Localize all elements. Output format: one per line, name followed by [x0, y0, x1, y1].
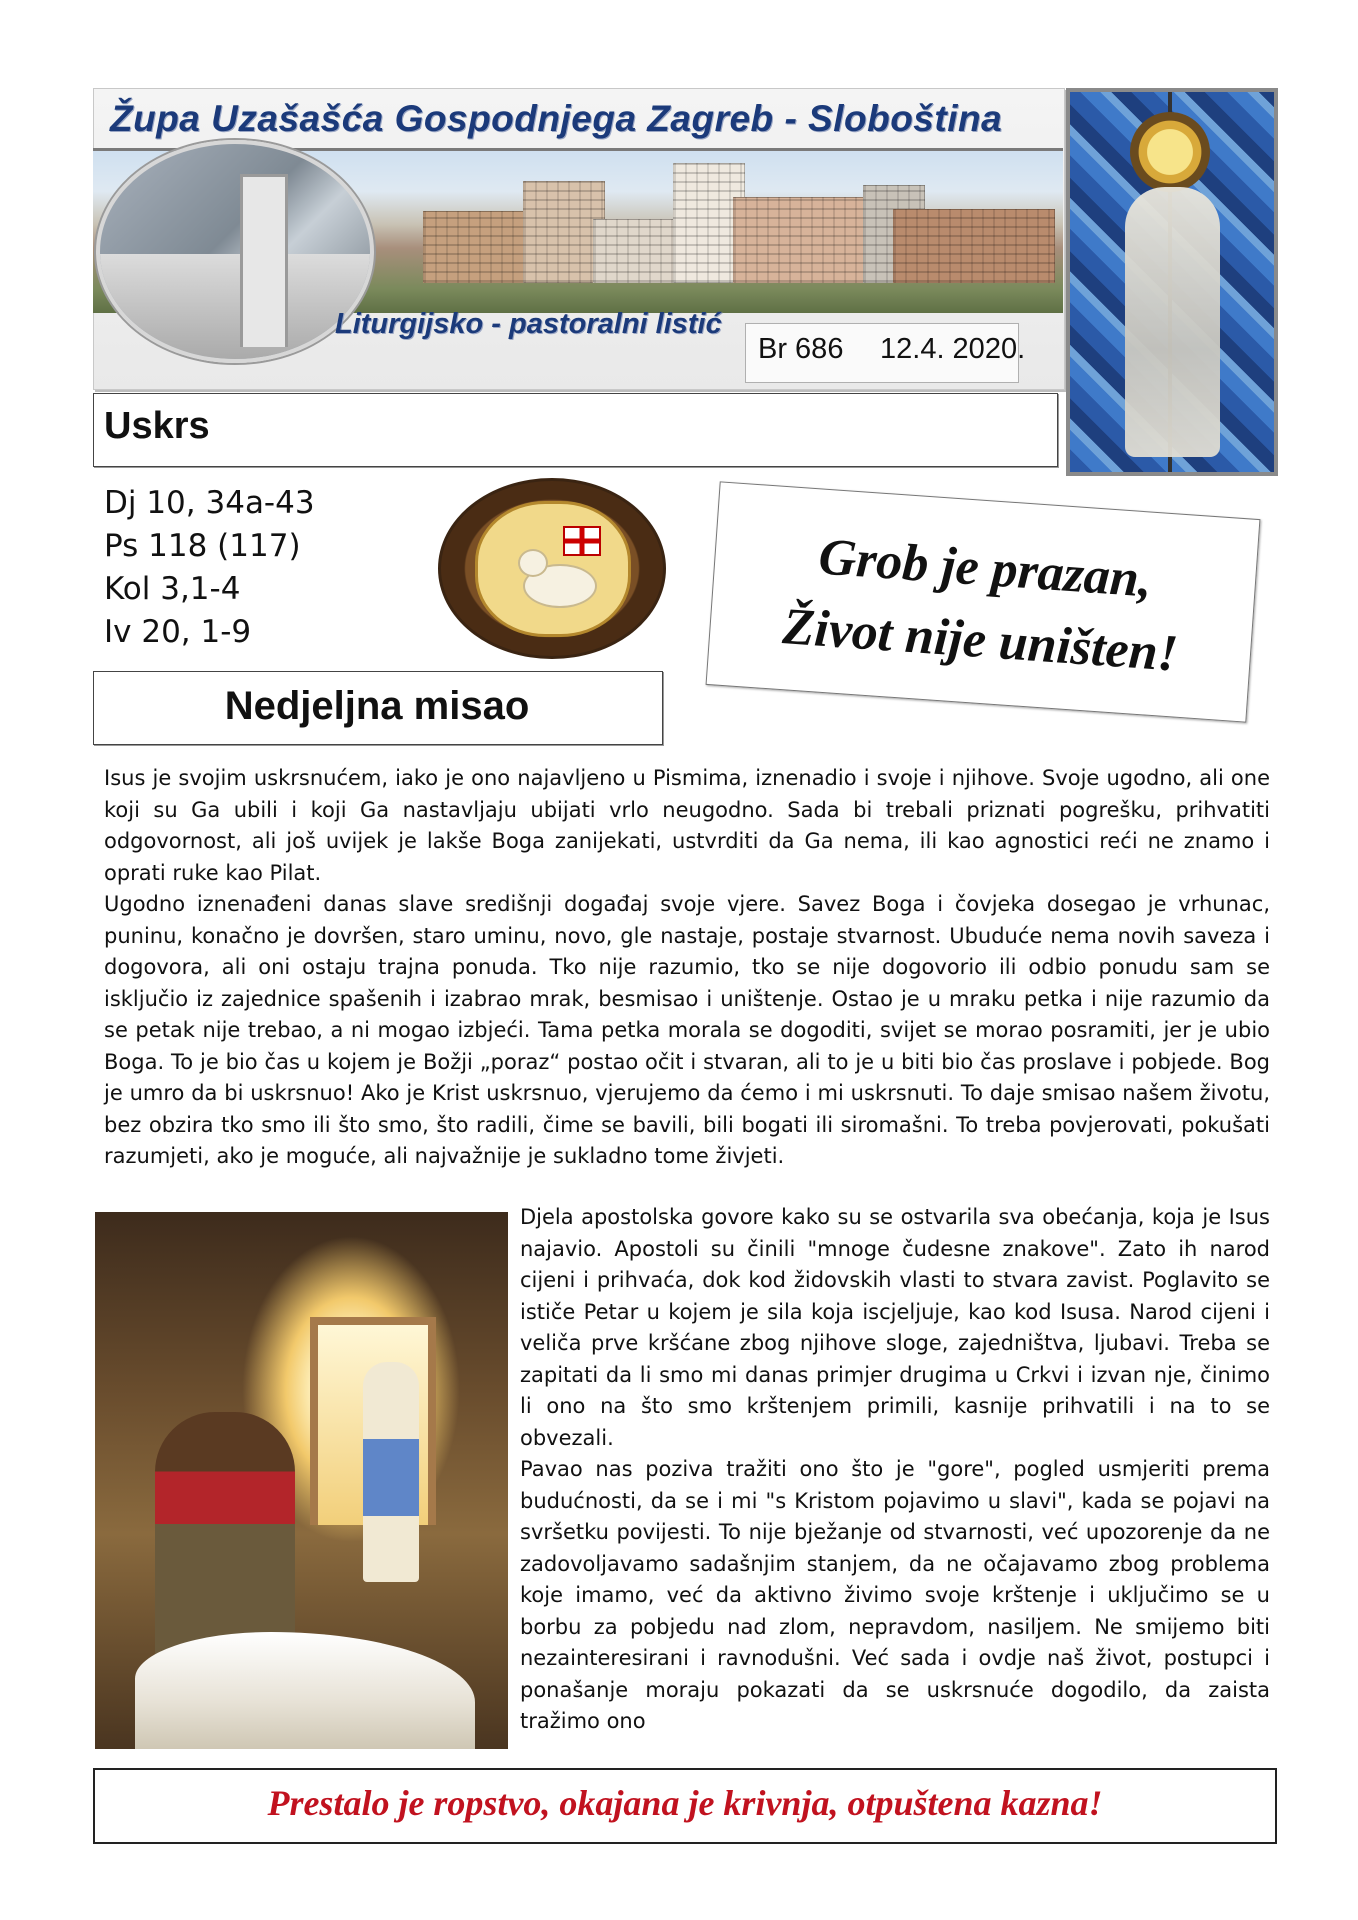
- church-photo: [96, 140, 374, 363]
- burial-linen: [135, 1632, 475, 1749]
- reading-psalm: Ps 118 (117): [104, 528, 301, 564]
- reading-gospel: Iv 20, 1-9: [104, 614, 252, 650]
- feast-title: Uskrs: [104, 405, 210, 447]
- empty-tomb-painting: [95, 1212, 508, 1749]
- risen-christ-figure: [1125, 187, 1220, 457]
- article-body-right: [520, 1202, 1270, 1738]
- reading-first: Dj 10, 34a-43: [104, 485, 315, 521]
- paragraph: Ugodno iznenađeni danas slave središnji događaj svoje vjere. Savez Boga i čovjeka dosegao je vrhunac, puninu, konačno je dovršen, staro uminu, novo, gle nastaje, postaje stvarnost. Ubuduće nema novih saveza i dogovora, ali oni ostaju trajna ponuda. Tko nije razumio, tko se nije dogovorio ili odbio ponudu sam se isključio iz zajednice spašenih i izabrao mrak, besmisao i uništenje. Ostao je u mraku petka i nije razumio da se petak nije trebao, a ni mogao izbjeći. Tama petka morala se dogoditi, svijet se morao posramiti, jer je ubio Boga. To je bio čas u kojem je Božji „poraz“ postao očit i stvaran, ali to je u biti bio čas proslave i pobjede. Bog je umro da bi uskrsnuo! Ako je Krist uskrsnuo, vjerujemo da ćemo i mi uskrsnuti. To daje smisao našem životu, bez obzira tko smo ili što smo, što radili, čime se bavili, bili bogati ili siromašni. To treba povjerovati, pokušati razumjeti, ako je moguće, ali najvažnije je sukladno tome živjeti.: [104, 892, 1270, 1168]
- leaflet-subtitle: Liturgijsko - pastoralni listić: [335, 308, 722, 340]
- article-body-top: [104, 763, 1270, 1173]
- slogan-line-1: Grob je prazan,: [816, 528, 1154, 609]
- angel-figure: [363, 1362, 419, 1582]
- paragraph: Pavao nas poziva tražiti ono što je "gore", pogled usmjeriti prema budućnosti, da se i mi "s Kristom pojavimo u slavi", kada se pojavi na svršetku povijesti. To nije bježanje od stvarnosti, već upozorenje da ne zadovoljavamo sadašnjim stanjem, da ne očajavamo zbog problema koje imamo, već da aktivno živimo svoje krštenje i uključimo se u borbu za pobjedu nad zlom, nepravdom, nasiljem. Ne smijemo biti nezainteresirani i ravnodušni. Već sada i ovdje naš život, postupci i ponašanje moraju pokazati da se uskrsnuće dogodilo, da zaista tražimo ono: [520, 1457, 1270, 1733]
- motto-text: Prestalo je ropstvo, okajana je krivnja, otpuštena kazna!: [267, 1783, 1103, 1823]
- banner-cross-icon: [563, 526, 601, 556]
- parish-title: Župa Uzašašća Gospodnjega Zagreb - Sloboština: [110, 98, 1003, 139]
- issue-date: 12.4. 2020.: [880, 333, 1026, 365]
- reading-second: Kol 3,1-4: [104, 571, 241, 607]
- halo-icon: [1130, 112, 1210, 192]
- paragraph: Isus je svojim uskrsnućem, iako je ono najavljeno u Pismima, iznenadio i svoje i njihove. Svoje ugodno, ali one koji su Ga ubili i koji Ga nastavljaju ubijati vrlo neugodno. Sada bi trebali priznati pogrešku, prihvatiti odgovornost, ali još uvijek je lakše Boga zanijekati, ustvrditi da Ga nema, ili kao agnostici reći ne znamo i oprati ruke kao Pilat.: [104, 766, 1270, 885]
- issue-number: Br 686: [758, 333, 844, 365]
- church-hall: [100, 254, 370, 363]
- quatrefoil-frame: [475, 501, 631, 637]
- lamb-head: [518, 549, 548, 577]
- stained-glass-christ-image: [1066, 88, 1278, 476]
- slogan-card: [706, 481, 1261, 722]
- paragraph: Djela apostolska govore kako su se ostvarila sva obećanja, koja je Isus najavio. Apostoli su činili "mnoge čudesne znakove". Zato ih narod cijeni i prihvaća, dok kod židovskih vlasti to stvara zavist. Poglavito se ističe Petar u kojem je sila koja iscjeljuje, kao kod Isusa. Narod cijeni i veliča prve kršćane zbog njihove sloge, zajedništva, ljubavi. Treba se zapitati da li smo mi danas primjer drugima u Crkvi i izvan nje, činimo li ono na što smo krštenjem primili, kasnije prihvatili i na to se obvezali.: [520, 1205, 1270, 1450]
- slogan-line-2: Život nije uništen!: [780, 598, 1180, 683]
- church-bell-tower: [240, 174, 288, 347]
- lamb-of-god-emblem: [438, 478, 666, 659]
- section-title: Nedjeljna misao: [224, 684, 530, 728]
